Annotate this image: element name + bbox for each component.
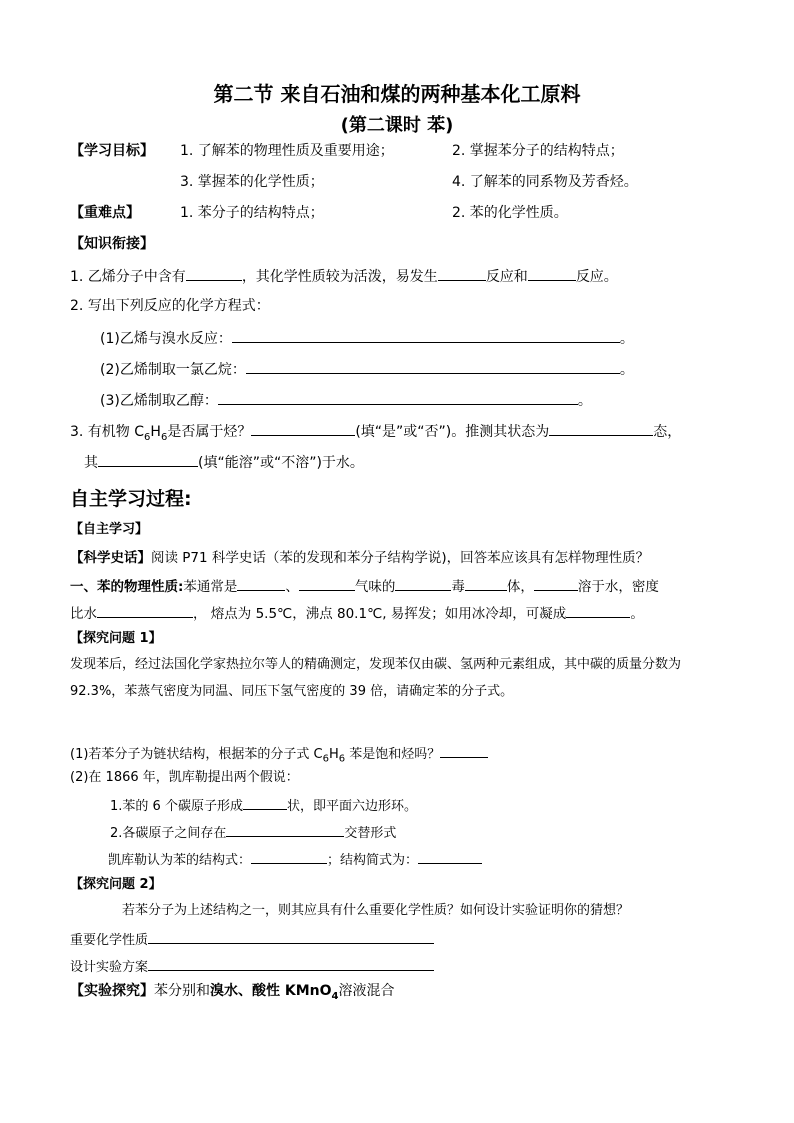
explore-1-label: 【探究问题 1】 [70,631,162,646]
self-study-label: 【自主学习】 [70,522,149,537]
text: 体， [506,579,534,595]
explore-1-q1 [70,743,488,764]
question-1 [70,266,618,286]
text: 状，即平面六边形环。 [286,799,417,814]
answer-blank[interactable] [534,576,578,591]
question-number: 1. [70,269,84,285]
answer-blank[interactable] [251,421,355,436]
subscript: 6 [160,431,168,443]
equation-label: (1)乙烯与溴水反应： [100,331,232,347]
objectives-label: 【学习目标】 [70,143,154,159]
answer-blank[interactable] [218,390,578,405]
question-text: 是否属于烃？ [167,424,252,440]
answer-blank[interactable] [395,576,451,591]
text: 溶于水，密度 [577,579,659,595]
text: 苯通常是 [183,579,238,595]
physical-properties-cont [70,603,644,623]
answer-blank[interactable] [440,743,488,758]
question-text: 乙烯分子中含有 [87,269,186,285]
key-point-item: 2. 苯的化学性质。 [452,205,568,221]
question-number: 3. [70,424,84,440]
subscript: 6 [322,753,329,765]
equation-end: 。 [619,362,634,378]
answer-blank[interactable] [148,929,434,944]
text: 溶液混合 [338,983,395,999]
experiment-plan-line [70,956,434,977]
text: 溴水、酸性 KMnO [210,983,332,999]
question-2 [70,297,270,315]
explore-1-q2: (2)在 1866 年，凯库勒提出两个假说： [70,770,299,785]
text: 重要化学性质 [70,933,149,948]
text: ；结构简式为： [327,853,419,868]
question-3-cont [84,452,364,472]
equation-item [100,328,634,348]
question-text: (填“能溶”或“不溶”)于水。 [198,455,364,471]
key-points-label: 【重难点】 [70,205,140,221]
answer-blank[interactable] [251,849,327,864]
objective-item: 4. 了解苯的同系物及芳香烃。 [452,174,638,190]
subscript: 6 [338,753,346,765]
answer-blank[interactable] [528,266,576,281]
equation-end: 。 [619,331,634,347]
text: 毒 [451,579,465,595]
question-text: 态， [653,424,682,440]
question-text: ，其化学性质较为活泼，易发生 [241,269,438,285]
equation-item [100,390,592,410]
question-text: 写出下列反应的化学方程式： [87,298,270,314]
experiment-line [70,982,395,1000]
answer-blank[interactable] [237,576,285,591]
equation-end: 。 [577,393,592,409]
answer-blank[interactable] [243,795,287,810]
answer-blank[interactable] [226,822,344,837]
objective-item: 1. 了解苯的物理性质及重要用途； [180,143,394,159]
page-title: 第二节 来自石油和煤的两种基本化工原料 [213,82,581,106]
question-text: 其 [84,455,98,471]
text: 设计实验方案 [70,960,149,975]
text: 苯是饱和烃吗？ [345,747,441,762]
objective-item: 3. 掌握苯的化学性质； [180,174,324,190]
question-number: 2. [70,298,84,314]
question-text: H [150,424,161,440]
text: 苯分别和 [154,983,210,999]
question-text: 反应。 [575,269,618,285]
text: 比水 [70,606,97,622]
answer-blank[interactable] [148,956,434,971]
objective-item: 2. 掌握苯分子的结构特点； [452,143,624,159]
answer-blank[interactable] [418,849,482,864]
answer-blank[interactable] [186,266,242,281]
equation-label: (3)乙烯制取乙醇： [100,393,218,409]
question-text: 反应和 [485,269,528,285]
text: ， 熔点为 5.5℃，沸点 80.1℃, 易挥发；如用冰冷却，可凝成 [193,606,567,622]
answer-blank[interactable] [549,421,653,436]
chemical-property-line [70,929,434,950]
question-text: 有机物 C [87,424,145,440]
answer-blank[interactable] [97,603,193,618]
text: H [329,747,339,762]
physical-properties [70,576,659,596]
question-text: (填“是”或“否”)。推测其状态为 [355,424,550,440]
text: 气味的 [354,579,396,595]
answer-blank[interactable] [566,603,630,618]
answer-blank[interactable] [465,576,507,591]
answer-blank[interactable] [438,266,486,281]
text: 。 [630,606,644,622]
subscript: 4 [331,990,339,1002]
text: 1.苯的 6 个碳原子形成 [110,799,243,814]
kekule-line [108,849,482,870]
history-label: 【科学史话】 [70,550,151,566]
page-subtitle: (第二课时 苯) [340,115,454,136]
answer-blank[interactable] [232,328,620,343]
text: 、 [285,579,299,595]
key-point-item: 1. 苯分子的结构特点； [180,205,324,221]
text: (1)若苯分子为链状结构，根据苯的分子式 C [70,747,323,762]
physical-label: 一、苯的物理性质: [70,579,184,595]
text: 凯库勒认为苯的结构式： [108,853,252,868]
text: 2.各碳原子之间存在 [110,826,227,841]
answer-blank[interactable] [246,359,620,374]
experiment-label: 【实验探究】 [70,983,154,999]
knowledge-link-label: 【知识衔接】 [70,236,154,252]
science-history [70,549,649,567]
equation-label: (2)乙烯制取一氯乙烷： [100,362,246,378]
equation-item [100,359,634,379]
hypothesis-1 [110,795,417,816]
history-text: 阅读 P71 科学史话（苯的发现和苯分子结构学说)，回答苯应该具有怎样物理性质？ [151,550,650,566]
explore-1-text: 发现苯后，经过法国化学家热拉尔等人的精确测定，发现苯仅由碳、氢两种元素组成，其中碳的质量分数为 [70,657,682,672]
question-3 [70,421,681,441]
answer-blank[interactable] [98,452,198,467]
explore-2-text: 若苯分子为上述结构之一，则其应具有什么重要化学性质？如何设计实验证明你的猜想？ [122,903,630,918]
text: 交替形式 [344,826,397,841]
section-heading: 自主学习过程: [70,488,192,510]
explore-1-text: 92.3%，苯蒸气密度为同温、同压下氢气密度的 39 倍，请确定苯的分子式。 [70,684,514,699]
answer-blank[interactable] [299,576,355,591]
subscript: 6 [144,431,151,443]
explore-2-label: 【探究问题 2】 [70,877,162,892]
hypothesis-2 [110,822,396,843]
